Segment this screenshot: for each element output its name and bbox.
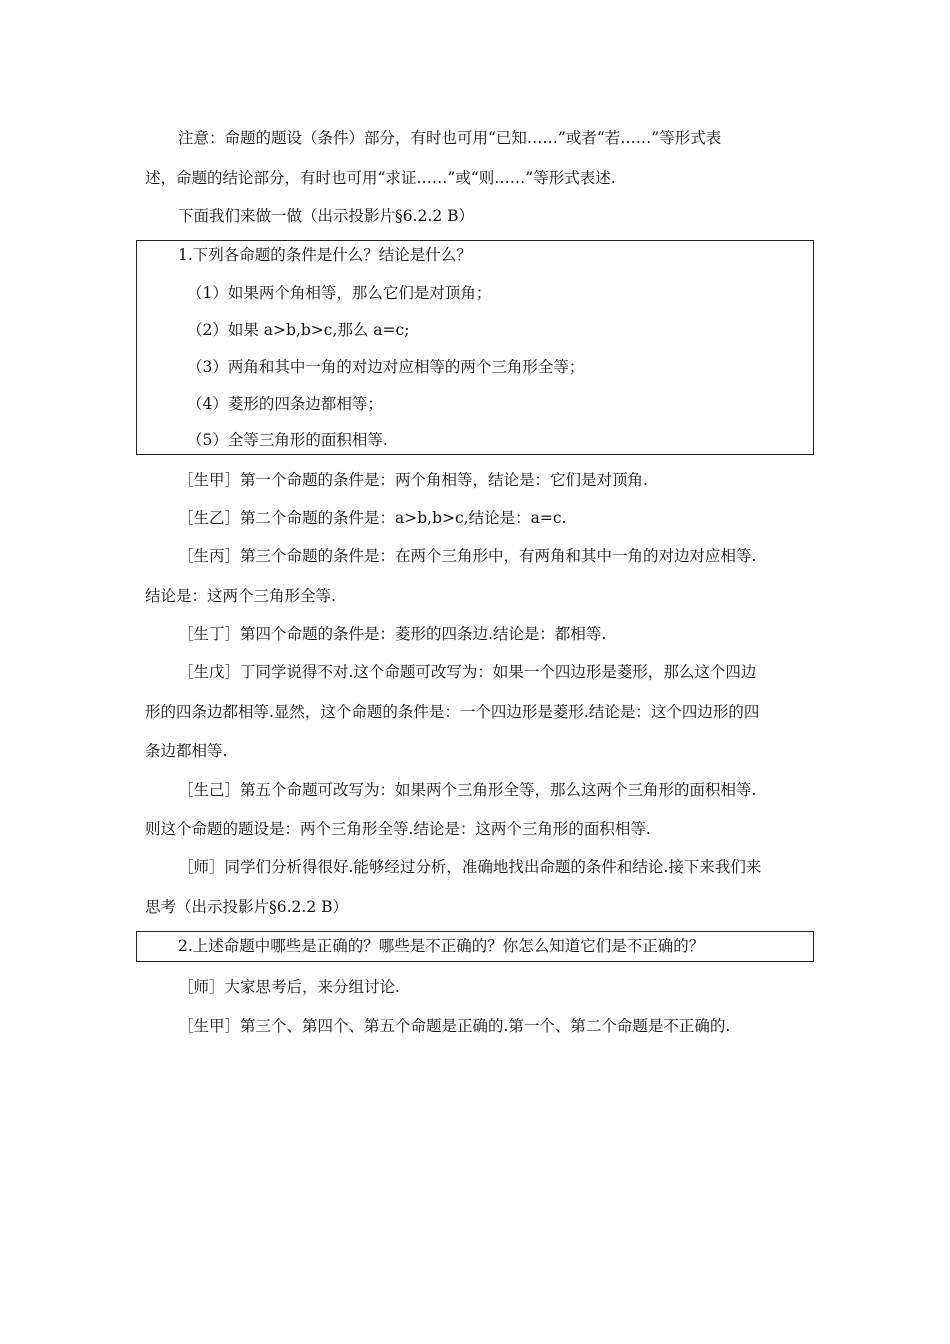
exercise-1-item-1: （1）如果两个角相等，那么它们是对顶角； (187, 284, 492, 302)
exercise-1-title: 1.下列各命题的条件是什么？结论是什么？ (178, 246, 472, 264)
dialogue-line: ［生己］第五个命题可改写为：如果两个三角形全等，那么这两个三角形的面积相等. (178, 781, 757, 799)
closing-line: ［生甲］第三个、第四个、第五个命题是正确的.第一个、第二个命题是不正确的. (178, 1017, 731, 1035)
dialogue-line: ［生丙］第三个命题的条件是：在两个三角形中，有两角和其中一角的对边对应相等. (178, 547, 757, 565)
dialogue-line: 形的四条边都相等.显然，这个命题的条件是：一个四边形是菱形.结论是：这个四边形的四 (145, 703, 760, 721)
note-paragraph-line-2: 述，命题的结论部分，有时也可用“求证……”或“则……”等形式表述. (145, 169, 616, 187)
dialogue-line: ［生戊］丁同学说得不对.这个命题可改写为：如果一个四边形是菱形，那么这个四边 (178, 663, 757, 681)
intro-paragraph: 下面我们来做一做（出示投影片§6.2.2 B） (178, 207, 475, 225)
dialogue-line: ［生甲］第一个命题的条件是：两个角相等，结论是：它们是对顶角. (178, 471, 648, 489)
exercise-1-item-5: （5）全等三角形的面积相等. (187, 431, 388, 449)
closing-line: ［师］大家思考后，来分组讨论. (178, 978, 400, 996)
dialogue-line: 条边都相等. (145, 742, 228, 760)
dialogue-line: 结论是：这两个三角形全等. (145, 587, 336, 605)
exercise-1-item-2: （2）如果 a>b,b>c,那么 a=c; (187, 321, 410, 339)
exercise-2-text: 2.上述命题中哪些是正确的？哪些是不正确的？你怎么知道它们是不正确的？ (178, 937, 705, 955)
dialogue-line: ［师］同学们分析得很好.能够经过分析，准确地找出命题的条件和结论.接下来我们来 (178, 858, 762, 876)
exercise-1-item-3: （3）两角和其中一角的对边对应相等的两个三角形全等； (187, 358, 585, 376)
exercise-box-1 (136, 240, 814, 455)
dialogue-line: 思考（出示投影片§6.2.2 B） (145, 898, 349, 916)
dialogue-line: ［生乙］第二个命题的条件是：a>b,b>c,结论是：a=c. (178, 509, 567, 527)
note-paragraph-line-1: 注意：命题的题设（条件）部分，有时也可用“已知……”或者“若……”等形式表 (178, 129, 722, 147)
dialogue-line: 则这个命题的题设是：两个三角形全等.结论是：这两个三角形的面积相等. (145, 820, 651, 838)
dialogue-line: ［生丁］第四个命题的条件是：菱形的四条边.结论是：都相等. (178, 625, 607, 643)
exercise-1-item-4: （4）菱形的四条边都相等； (187, 395, 383, 413)
